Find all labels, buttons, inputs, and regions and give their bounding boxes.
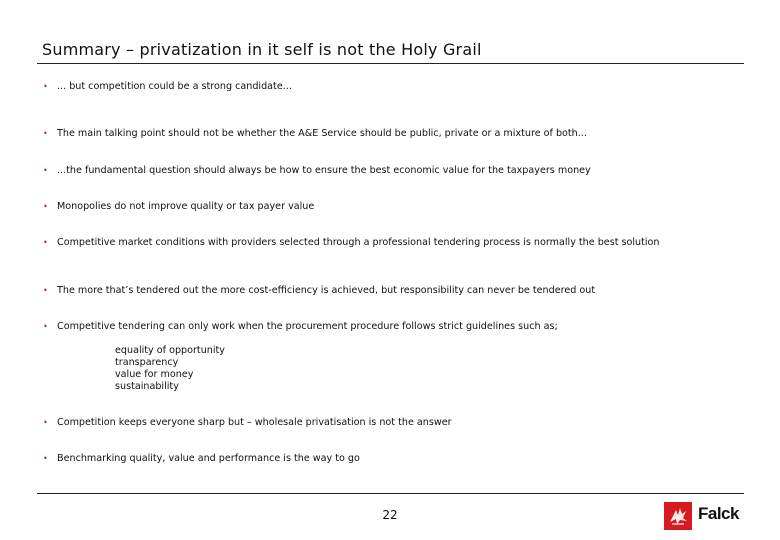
bullet-item [43, 165, 733, 177]
bullet-marker: • [43, 238, 48, 247]
bullet-item [43, 417, 733, 429]
bullet-text: Benchmarking quality, value and performance is the way to go [57, 453, 360, 464]
bullet-text: Competitive tendering can only work when the procurement procedure follows strict guidelines such as; [57, 321, 558, 332]
guideline-list [115, 345, 225, 393]
bullet-text: The main talking point should not be whether the A&E Service should be public, private or a mixture of both... [57, 128, 587, 139]
bullet-marker: • [43, 166, 48, 175]
guideline-item: equality of opportunity [115, 345, 225, 356]
guideline-item: sustainability [115, 381, 179, 392]
bullet-item [43, 321, 733, 333]
bullet-text: Monopolies do not improve quality or tax payer value [57, 201, 315, 212]
bullet-text: The more that’s tendered out the more cost-efficiency is achieved, but responsibility can never be tendered out [57, 285, 596, 296]
bullet-marker: • [43, 418, 48, 427]
bullet-text: Competitive market conditions with providers selected through a professional tendering process is normally the best solution [57, 237, 660, 248]
slide-title: Summary – privatization in it self is not the Holy Grail [42, 40, 482, 59]
bullet-item [43, 201, 733, 213]
guideline-item: value for money [115, 369, 194, 380]
falck-logo [664, 502, 744, 530]
footer-divider [37, 493, 744, 494]
bullet-marker: • [43, 454, 48, 463]
guideline-item: transparency [115, 357, 179, 368]
bullet-item [43, 81, 733, 93]
bullet-marker: • [43, 82, 48, 91]
bullet-marker: • [43, 286, 48, 295]
bullet-text: ... but competition could be a strong candidate... [57, 81, 292, 92]
bullet-marker: • [43, 129, 48, 138]
page-number: 22 [382, 508, 398, 522]
logo-wordmark: Falck [698, 504, 739, 523]
bullet-item [43, 285, 733, 297]
bullet-text: ...the fundamental question should always be how to ensure the best economic value for the taxpayers money [57, 165, 591, 176]
bullet-marker: • [43, 202, 48, 211]
bullet-marker: • [43, 322, 48, 331]
bullet-item [43, 128, 733, 140]
falck-bird-icon [664, 502, 692, 530]
bullet-item [43, 237, 733, 249]
bullet-item [43, 453, 733, 465]
bullet-text: Competition keeps everyone sharp but – wholesale privatisation is not the answer [57, 417, 452, 428]
